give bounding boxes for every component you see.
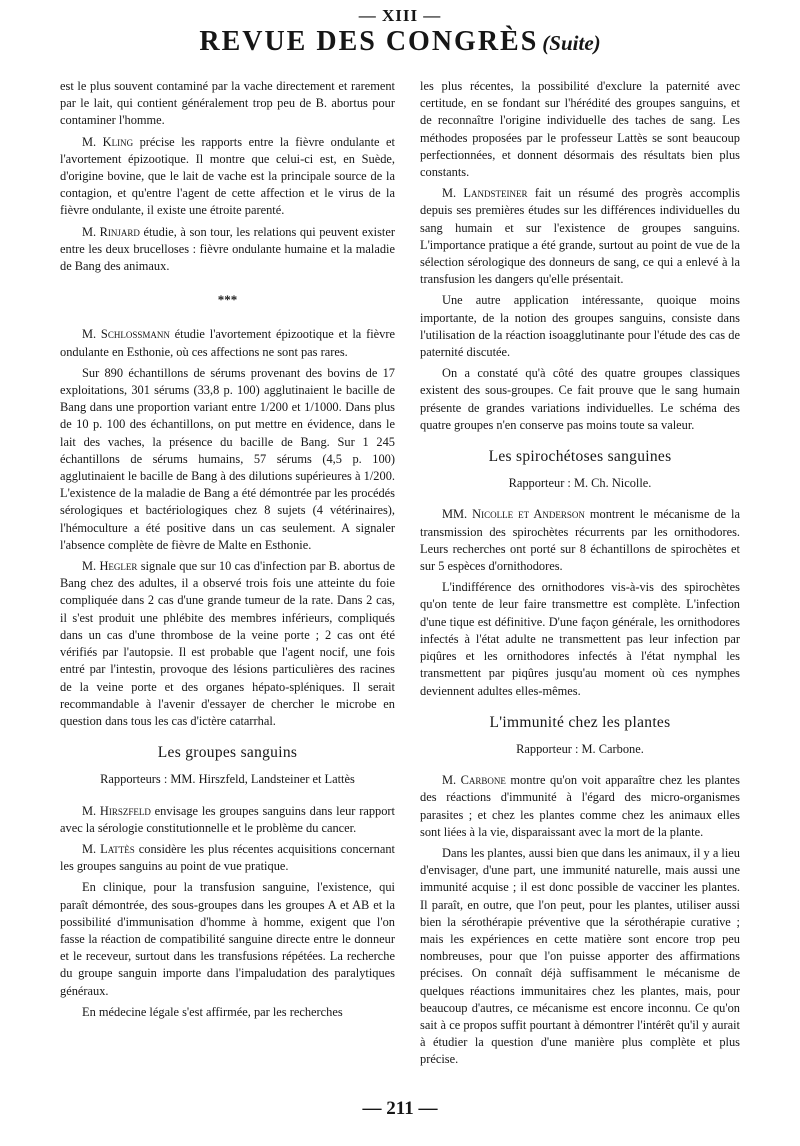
paragraph [60, 326, 395, 360]
author-name: M. Schlossmann [82, 327, 170, 342]
paragraph [60, 134, 395, 220]
page-number: — 211 — [362, 1098, 438, 1119]
paragraph: On a constaté qu'à côté des quatre groupes classiques existent des sous-groupes. Ce fait prouve que le sang humain présente de grandes variations individuelles. Le schéma des quatre groupes n'en conserve pas moins toute sa valeur. [420, 366, 740, 432]
title-suffix: (Suite) [542, 31, 601, 55]
author-name: M. Landsteiner [442, 186, 528, 201]
paragraph [420, 506, 740, 575]
author-name: M. Rinjard [82, 224, 140, 239]
rapporteur-line: Rapporteur : M. Carbone. [516, 741, 644, 756]
author-name: M. Hirszfeld [82, 803, 151, 818]
paragraph-text: fait un résumé des progrès accomplis depuis ses premières études sur les différences individuelles du sang humain et sur l'existence de groupes sanguins. L'importance pratique a été grande, surtout au point de vue de la sélection sérologique des donneurs de sang, ce qui a enlevé à la transfusion les dangers qu'elle présentait. [420, 186, 740, 287]
paragraph: En médecine légale s'est affirmée, par les recherches [82, 1004, 343, 1019]
page-header [0, 26, 800, 58]
author-name: M. Hegler [82, 559, 138, 574]
paragraph-text: signale que sur 10 cas d'infection par B. abortus de Bang chez des adultes, il a observé trois fois une atteinte du foie compliquée dans 2 cas d'une grande tumeur de la rate. Dans 2 cas, il s'est produit une phlébite des membres inférieurs, compliqués dans un cas d'une thrombose de la veine porte ; 2 cas ont été vérifiés par l'autopsie. Il est probable que l'agent nocif, une fois entré par l'intestin, provoque des lésions particulières des racines de la veine porte et des organes hépato-spléniques. Il serait recommandable à l'avenir d'essayer de chercher le microbe en question dans tous les cas d'ictère catarrhal. [60, 559, 396, 728]
author-name: M. Carbone [442, 773, 506, 788]
paragraph: Une autre application intéressante, quoique moins importante, de la notion des groupes sanguins, consiste dans l'utilisation de la réaction isoagglutinante pour l'étude des cas de paternité discutée. [420, 293, 740, 360]
paragraph [60, 224, 395, 276]
paragraph-text: montrent le mécanisme de la transmission des spirochètes récurrents par les ornithodores. Leurs recherches ont porté sur 8 échantillons de spirochètes et sur 5 espèces d'ornithodores. [420, 507, 740, 574]
paragraph-text: précise les rapports entre la fièvre ondulante et l'avortement épizootique. Il montre que celui-ci est, en Suède, d'origine bovine, que le lait de vache est la principale source de la contagion, et qu'entre l'agent de cette affection et le virus de la fièvre ondulante, il existe une étroite parenté. [60, 134, 395, 218]
paragraph: est le plus souvent contaminé par la vache directement et rarement par le lait, qui contient généralement trop peu de B. abortus pour contaminer l'homme. [60, 79, 395, 128]
paragraph: Dans les plantes, aussi bien que dans les animaux, il y a lieu d'envisager, d'une part, une immunité naturelle, mais aussi une immunité acquise ; il est donc possible de vacciner les plantes. Il paraît, en outre, que l'on peut, pour les plantes, utiliser aussi bien la sérothérapie préventive que la sérothérapie curative ; mais les expériences en cette matière sont encore trop peu nombreuses, pour que l'on puisse apporter des affirmations précises. On connaît déjà suffisamment le mécanisme de quelques réactions immunitaires chez les plantes, mais, pour beaucoup d'autres, ce mécanisme est encore inconnu. Ce qu'on sait à ce propos suffit pourtant à démontrer l'intérêt qu'il y aurait à étudier la question d'une manière plus complète et plus précise. [420, 845, 740, 1067]
section-heading: Les groupes sanguins [157, 744, 298, 762]
left-column [60, 78, 395, 1025]
right-column [420, 78, 740, 1073]
paragraph-text: envisage les groupes sanguins dans leur rapport avec la sérologie constitutionnelle et le problème du cancer. [60, 803, 395, 835]
paragraph-text: montre qu'on voit apparaître chez les plantes des réactions d'immunité à l'égard des micro-organismes parasites ; et chez les plantes comme chez les animaux elles sont liées à la vie, disparaissant avec la mort de la plante. [420, 773, 740, 839]
paragraph: Sur 890 échantillons de sérums provenant des bovins de 17 exploitations, 301 sérums (33,8 p. 100) agglutinaient le bacille de Bang dans une proportion variant entre 1/200 et 1/1000. Dans plus de 10 p. 100 des échantillons, on put mettre en évidence, dans le lait des vaches, la présence du bacille de Bang. Sur 1 245 échantillons de sérums humains, 57 sérums (4,5 p. 100) agglutinaient le bacille de Bang à des dilutions supérieures à 1/200. L'existence de la maladie de Bang a été démontrée par les procédés sérologiques et bactériologiques chez 8 sujets (4 vétérinaires), l'hémoculture a été positive dans un cas seulement. A signaler l'absence complète de fièvre de Malte en Esthonie. [60, 365, 395, 552]
paragraph: En clinique, pour la transfusion sanguine, l'existence, qui paraît démontrée, des sous-groupes dans les groupes A et AB et la possibilité d'immunisation d'homme à homme, exigent que l'on fasse la réaction de compatibilité sanguine directe entre le donneur et le receveur, surtout dans les transfusions répétées. La recherche du groupe sanguin importe dans l'impaludation des paralytiques généraux. [60, 880, 395, 998]
paragraph [420, 772, 740, 841]
author-name: M. Kling [82, 134, 134, 149]
section-heading: L'immunité chez les plantes [489, 713, 671, 731]
paragraph-text: étudie l'avortement épizootique et la fièvre ondulante en Esthonie, où ces affections ne sont pas rares. [60, 327, 395, 359]
paragraph: L'indifférence des ornithodores vis-à-vis des spirochètes qu'on tente de leur faire transmettre est complète. L'infection d'une tique est définitive. D'une façon générale, les ornithodores infectés à l'état adulte ne transmettent pas leur infection par piqûres et les ornithodores infectés à l'état nymphal les transmettent par piqûres jusqu'au moment où ces nymphes deviennent adultes elles-mêmes. [420, 580, 740, 698]
author-name: MM. Nicolle et Anderson [442, 507, 585, 522]
paragraph-text: considère les plus récentes acquisitions concernant les groupes sanguins au point de vue pratique. [60, 841, 395, 874]
roman-page-number: — XIII — [358, 6, 442, 25]
author-name: M. Lattès [82, 841, 135, 856]
paragraph [60, 558, 395, 730]
section-heading: Les spirochétoses sanguines [488, 448, 672, 466]
section-separator: *** [217, 292, 238, 308]
journal-title: REVUE DES CONGRÈS [199, 26, 539, 57]
paragraph [420, 185, 740, 288]
paragraph: les plus récentes, la possibilité d'exclure la paternité avec certitude, en se fondant sur l'hérédité des groupes sanguins, et de reconnaître l'origine individuelle des taches de sang. Les méthodes proposées par le professeur Lattès se sont beaucoup perfectionnées, et donnent désormais des résultats bien plus constants. [420, 79, 740, 180]
paragraph-text: étudie, à son tour, les relations qui peuvent exister entre les deux brucelloses : fièvre ondulante humaine et la maladie de Bang des animaux. [60, 224, 395, 274]
rapporteurs-line: Rapporteurs : MM. Hirszfeld, Landsteiner et Lattès [100, 772, 355, 787]
paragraph [60, 841, 395, 875]
rapporteur-line: Rapporteur : M. Ch. Nicolle. [508, 476, 652, 491]
paragraph [60, 803, 395, 837]
